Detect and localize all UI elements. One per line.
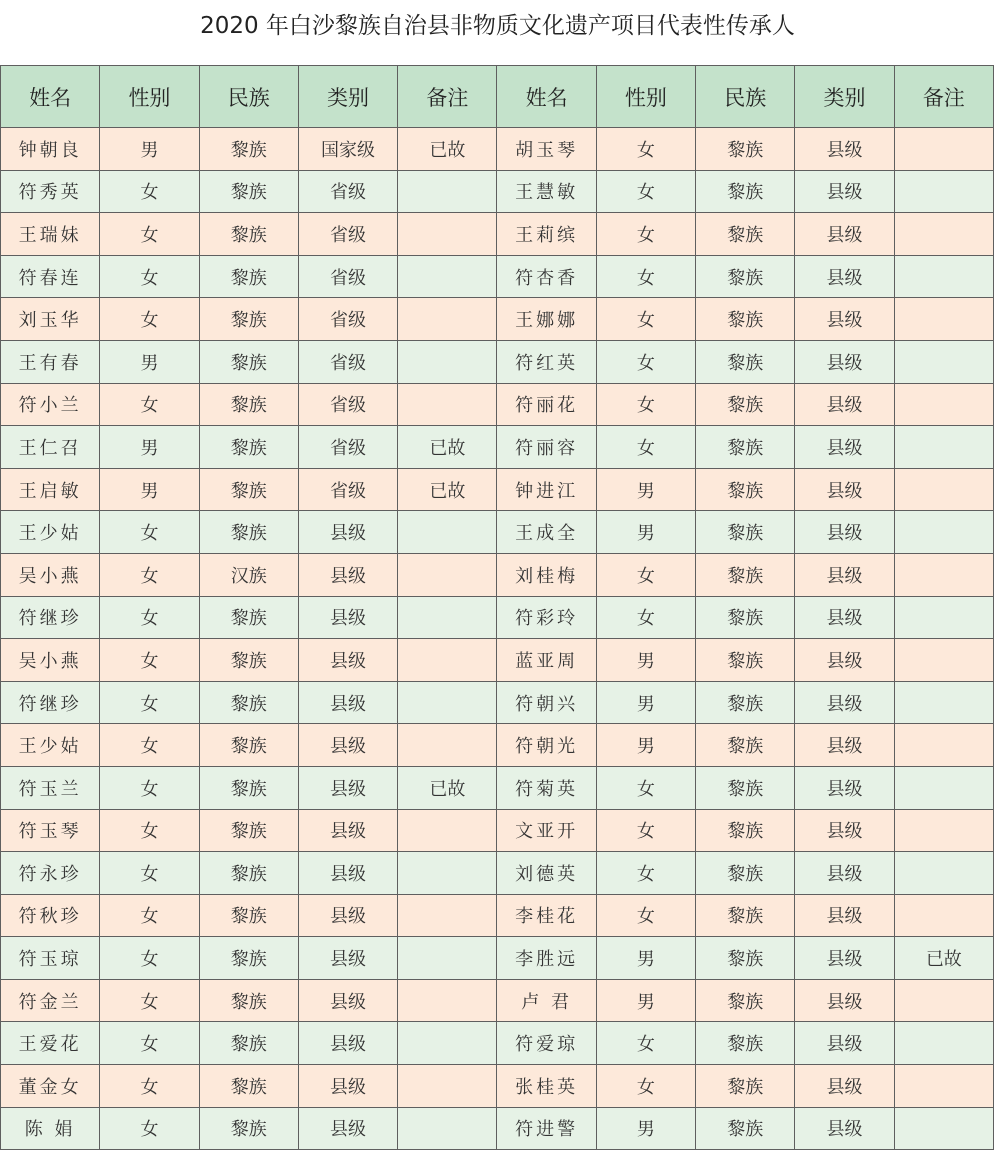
cell-ethnicity-right: 黎族 bbox=[696, 937, 795, 980]
cell-ethnicity-left: 黎族 bbox=[199, 1022, 298, 1065]
inheritors-table bbox=[0, 65, 994, 1150]
cell-note-left bbox=[398, 596, 497, 639]
cell-ethnicity-left: 黎族 bbox=[199, 468, 298, 511]
cell-gender-left: 女 bbox=[100, 298, 199, 341]
cell-gender-right: 女 bbox=[596, 596, 695, 639]
cell-gender-left: 女 bbox=[100, 1065, 199, 1108]
cell-note-right bbox=[894, 128, 993, 171]
table-row bbox=[1, 468, 994, 511]
cell-gender-right: 女 bbox=[596, 298, 695, 341]
cell-ethnicity-right: 黎族 bbox=[696, 213, 795, 256]
cell-level-left: 县级 bbox=[298, 979, 397, 1022]
table-header-row bbox=[1, 66, 994, 128]
cell-ethnicity-left: 黎族 bbox=[199, 894, 298, 937]
cell-level-left: 省级 bbox=[298, 298, 397, 341]
cell-gender-right: 女 bbox=[596, 809, 695, 852]
table-row bbox=[1, 298, 994, 341]
table-row bbox=[1, 511, 994, 554]
cell-level-left: 省级 bbox=[298, 383, 397, 426]
cell-name-right: 李胜远 bbox=[497, 937, 596, 980]
table-row bbox=[1, 1022, 994, 1065]
cell-ethnicity-left: 黎族 bbox=[199, 426, 298, 469]
cell-gender-left: 男 bbox=[100, 340, 199, 383]
cell-level-right: 县级 bbox=[795, 128, 894, 171]
cell-name-right: 钟进江 bbox=[497, 468, 596, 511]
cell-gender-right: 女 bbox=[596, 553, 695, 596]
cell-ethnicity-right: 黎族 bbox=[696, 255, 795, 298]
cell-level-right: 县级 bbox=[795, 894, 894, 937]
cell-name-right: 刘桂梅 bbox=[497, 553, 596, 596]
cell-note-left bbox=[398, 511, 497, 554]
cell-gender-left: 男 bbox=[100, 426, 199, 469]
cell-level-left: 国家级 bbox=[298, 128, 397, 171]
cell-level-left: 县级 bbox=[298, 553, 397, 596]
header-cell-level-right: 类别 bbox=[795, 66, 894, 128]
cell-note-right bbox=[894, 255, 993, 298]
cell-ethnicity-right: 黎族 bbox=[696, 1107, 795, 1150]
cell-name-right: 符朝兴 bbox=[497, 681, 596, 724]
cell-level-right: 县级 bbox=[795, 340, 894, 383]
cell-note-left bbox=[398, 894, 497, 937]
table-row bbox=[1, 426, 994, 469]
cell-name-right: 符彩玲 bbox=[497, 596, 596, 639]
cell-gender-left: 女 bbox=[100, 937, 199, 980]
cell-name-left: 吴小燕 bbox=[1, 553, 100, 596]
cell-name-left: 王爱花 bbox=[1, 1022, 100, 1065]
cell-name-left: 符玉琼 bbox=[1, 937, 100, 980]
cell-level-left: 县级 bbox=[298, 852, 397, 895]
cell-name-right: 王娜娜 bbox=[497, 298, 596, 341]
cell-level-left: 县级 bbox=[298, 724, 397, 767]
cell-ethnicity-right: 黎族 bbox=[696, 894, 795, 937]
cell-note-left bbox=[398, 724, 497, 767]
table-row bbox=[1, 128, 994, 171]
cell-name-right: 刘德英 bbox=[497, 852, 596, 895]
cell-name-right: 张桂英 bbox=[497, 1065, 596, 1108]
cell-name-left: 符继珍 bbox=[1, 596, 100, 639]
cell-name-left: 符玉兰 bbox=[1, 766, 100, 809]
table-row bbox=[1, 809, 994, 852]
cell-level-right: 县级 bbox=[795, 809, 894, 852]
cell-level-left: 县级 bbox=[298, 894, 397, 937]
cell-level-left: 县级 bbox=[298, 511, 397, 554]
table-row bbox=[1, 937, 994, 980]
cell-ethnicity-left: 黎族 bbox=[199, 681, 298, 724]
header-cell-ethnicity-left: 民族 bbox=[199, 66, 298, 128]
header-cell-name-right: 姓名 bbox=[497, 66, 596, 128]
cell-ethnicity-right: 黎族 bbox=[696, 468, 795, 511]
cell-note-right bbox=[894, 383, 993, 426]
cell-ethnicity-left: 黎族 bbox=[199, 255, 298, 298]
cell-ethnicity-right: 黎族 bbox=[696, 426, 795, 469]
cell-level-left: 县级 bbox=[298, 681, 397, 724]
cell-gender-right: 男 bbox=[596, 639, 695, 682]
cell-name-right: 符杏香 bbox=[497, 255, 596, 298]
cell-level-right: 县级 bbox=[795, 553, 894, 596]
cell-name-right: 符红英 bbox=[497, 340, 596, 383]
cell-note-left: 已故 bbox=[398, 468, 497, 511]
cell-gender-right: 男 bbox=[596, 1107, 695, 1150]
cell-gender-right: 女 bbox=[596, 128, 695, 171]
cell-level-left: 县级 bbox=[298, 596, 397, 639]
header-cell-note-right: 备注 bbox=[894, 66, 993, 128]
cell-name-left: 钟朝良 bbox=[1, 128, 100, 171]
cell-name-left: 符春连 bbox=[1, 255, 100, 298]
cell-note-right bbox=[894, 1107, 993, 1150]
cell-level-left: 县级 bbox=[298, 937, 397, 980]
cell-note-right bbox=[894, 852, 993, 895]
cell-name-right: 李桂花 bbox=[497, 894, 596, 937]
cell-note-right bbox=[894, 553, 993, 596]
table-row bbox=[1, 596, 994, 639]
cell-gender-right: 女 bbox=[596, 340, 695, 383]
cell-note-left bbox=[398, 979, 497, 1022]
cell-ethnicity-left: 黎族 bbox=[199, 852, 298, 895]
cell-ethnicity-right: 黎族 bbox=[696, 170, 795, 213]
cell-note-right bbox=[894, 298, 993, 341]
cell-level-left: 县级 bbox=[298, 639, 397, 682]
cell-level-right: 县级 bbox=[795, 1022, 894, 1065]
cell-ethnicity-left: 黎族 bbox=[199, 298, 298, 341]
cell-ethnicity-right: 黎族 bbox=[696, 766, 795, 809]
cell-level-left: 省级 bbox=[298, 468, 397, 511]
cell-note-left bbox=[398, 340, 497, 383]
cell-name-left: 王有春 bbox=[1, 340, 100, 383]
cell-ethnicity-left: 黎族 bbox=[199, 766, 298, 809]
cell-ethnicity-left: 黎族 bbox=[199, 809, 298, 852]
cell-note-right bbox=[894, 724, 993, 767]
cell-level-right: 县级 bbox=[795, 766, 894, 809]
cell-ethnicity-left: 黎族 bbox=[199, 511, 298, 554]
cell-ethnicity-right: 黎族 bbox=[696, 511, 795, 554]
cell-name-right: 符丽容 bbox=[497, 426, 596, 469]
cell-gender-right: 男 bbox=[596, 511, 695, 554]
cell-level-right: 县级 bbox=[795, 596, 894, 639]
cell-level-left: 省级 bbox=[298, 170, 397, 213]
cell-gender-right: 男 bbox=[596, 979, 695, 1022]
cell-name-left: 刘玉华 bbox=[1, 298, 100, 341]
cell-ethnicity-right: 黎族 bbox=[696, 979, 795, 1022]
cell-note-left bbox=[398, 1022, 497, 1065]
cell-gender-right: 女 bbox=[596, 426, 695, 469]
cell-level-left: 省级 bbox=[298, 340, 397, 383]
cell-gender-left: 女 bbox=[100, 170, 199, 213]
cell-ethnicity-right: 黎族 bbox=[696, 639, 795, 682]
cell-gender-left: 女 bbox=[100, 979, 199, 1022]
cell-note-left bbox=[398, 1107, 497, 1150]
cell-gender-left: 女 bbox=[100, 766, 199, 809]
cell-gender-left: 女 bbox=[100, 894, 199, 937]
cell-ethnicity-left: 黎族 bbox=[199, 596, 298, 639]
cell-ethnicity-left: 黎族 bbox=[199, 1107, 298, 1150]
cell-ethnicity-right: 黎族 bbox=[696, 340, 795, 383]
cell-note-left bbox=[398, 383, 497, 426]
cell-ethnicity-left: 黎族 bbox=[199, 340, 298, 383]
table-row bbox=[1, 852, 994, 895]
cell-name-left: 吴小燕 bbox=[1, 639, 100, 682]
table-row bbox=[1, 170, 994, 213]
cell-gender-right: 女 bbox=[596, 383, 695, 426]
cell-gender-left: 女 bbox=[100, 724, 199, 767]
cell-note-left bbox=[398, 553, 497, 596]
cell-ethnicity-right: 黎族 bbox=[696, 852, 795, 895]
cell-gender-right: 女 bbox=[596, 1065, 695, 1108]
cell-ethnicity-left: 黎族 bbox=[199, 213, 298, 256]
header-cell-ethnicity-right: 民族 bbox=[696, 66, 795, 128]
cell-ethnicity-right: 黎族 bbox=[696, 596, 795, 639]
table-body bbox=[1, 128, 994, 1150]
cell-name-left: 符永珍 bbox=[1, 852, 100, 895]
cell-ethnicity-right: 黎族 bbox=[696, 298, 795, 341]
header-cell-gender-right: 性别 bbox=[596, 66, 695, 128]
cell-gender-left: 女 bbox=[100, 681, 199, 724]
cell-name-left: 符秋珍 bbox=[1, 894, 100, 937]
cell-name-right: 胡玉琴 bbox=[497, 128, 596, 171]
cell-level-left: 县级 bbox=[298, 766, 397, 809]
cell-level-left: 县级 bbox=[298, 1107, 397, 1150]
cell-ethnicity-right: 黎族 bbox=[696, 809, 795, 852]
cell-name-right: 王慧敏 bbox=[497, 170, 596, 213]
cell-name-left: 董金女 bbox=[1, 1065, 100, 1108]
table-row bbox=[1, 383, 994, 426]
cell-ethnicity-right: 黎族 bbox=[696, 681, 795, 724]
cell-name-right: 卢 君 bbox=[497, 979, 596, 1022]
cell-note-left bbox=[398, 852, 497, 895]
cell-gender-right: 女 bbox=[596, 170, 695, 213]
cell-level-left: 省级 bbox=[298, 255, 397, 298]
table-row bbox=[1, 639, 994, 682]
cell-name-right: 符爱琼 bbox=[497, 1022, 596, 1065]
cell-level-left: 县级 bbox=[298, 1065, 397, 1108]
header-cell-gender-left: 性别 bbox=[100, 66, 199, 128]
cell-note-left bbox=[398, 255, 497, 298]
cell-gender-right: 男 bbox=[596, 681, 695, 724]
cell-level-right: 县级 bbox=[795, 255, 894, 298]
cell-note-left bbox=[398, 170, 497, 213]
cell-name-left: 王少姑 bbox=[1, 511, 100, 554]
cell-name-left: 陈 娟 bbox=[1, 1107, 100, 1150]
cell-ethnicity-left: 黎族 bbox=[199, 1065, 298, 1108]
cell-name-right: 王成全 bbox=[497, 511, 596, 554]
cell-gender-right: 男 bbox=[596, 724, 695, 767]
cell-ethnicity-left: 黎族 bbox=[199, 383, 298, 426]
cell-note-left bbox=[398, 809, 497, 852]
cell-level-right: 县级 bbox=[795, 426, 894, 469]
cell-name-right: 蓝亚周 bbox=[497, 639, 596, 682]
cell-level-right: 县级 bbox=[795, 170, 894, 213]
cell-name-right: 符丽花 bbox=[497, 383, 596, 426]
table-row bbox=[1, 553, 994, 596]
cell-gender-right: 女 bbox=[596, 894, 695, 937]
cell-name-left: 王仁召 bbox=[1, 426, 100, 469]
header-cell-note-left: 备注 bbox=[398, 66, 497, 128]
cell-note-left bbox=[398, 639, 497, 682]
cell-gender-right: 女 bbox=[596, 852, 695, 895]
cell-level-right: 县级 bbox=[795, 511, 894, 554]
cell-gender-right: 女 bbox=[596, 213, 695, 256]
cell-note-right bbox=[894, 894, 993, 937]
table-row bbox=[1, 766, 994, 809]
cell-note-right bbox=[894, 596, 993, 639]
cell-gender-right: 女 bbox=[596, 1022, 695, 1065]
cell-note-right bbox=[894, 809, 993, 852]
cell-note-right bbox=[894, 426, 993, 469]
cell-ethnicity-left: 黎族 bbox=[199, 937, 298, 980]
cell-name-left: 王少姑 bbox=[1, 724, 100, 767]
cell-gender-left: 女 bbox=[100, 553, 199, 596]
cell-name-right: 文亚开 bbox=[497, 809, 596, 852]
cell-note-left: 已故 bbox=[398, 766, 497, 809]
cell-gender-left: 女 bbox=[100, 383, 199, 426]
cell-note-left bbox=[398, 681, 497, 724]
cell-note-left bbox=[398, 213, 497, 256]
cell-ethnicity-right: 黎族 bbox=[696, 128, 795, 171]
cell-level-right: 县级 bbox=[795, 468, 894, 511]
cell-name-left: 王瑞妹 bbox=[1, 213, 100, 256]
header-cell-level-left: 类别 bbox=[298, 66, 397, 128]
header-cell-name-left: 姓名 bbox=[1, 66, 100, 128]
cell-note-right: 已故 bbox=[894, 937, 993, 980]
cell-note-left: 已故 bbox=[398, 426, 497, 469]
cell-note-right bbox=[894, 468, 993, 511]
cell-level-right: 县级 bbox=[795, 724, 894, 767]
table-row bbox=[1, 979, 994, 1022]
cell-ethnicity-right: 黎族 bbox=[696, 1022, 795, 1065]
cell-ethnicity-left: 汉族 bbox=[199, 553, 298, 596]
cell-level-left: 省级 bbox=[298, 426, 397, 469]
table-row bbox=[1, 255, 994, 298]
cell-note-right bbox=[894, 170, 993, 213]
cell-level-right: 县级 bbox=[795, 1065, 894, 1108]
cell-gender-left: 男 bbox=[100, 128, 199, 171]
cell-gender-right: 男 bbox=[596, 937, 695, 980]
cell-note-left bbox=[398, 937, 497, 980]
cell-ethnicity-left: 黎族 bbox=[199, 170, 298, 213]
cell-ethnicity-right: 黎族 bbox=[696, 1065, 795, 1108]
cell-gender-left: 女 bbox=[100, 639, 199, 682]
cell-note-right bbox=[894, 639, 993, 682]
cell-level-right: 县级 bbox=[795, 213, 894, 256]
cell-ethnicity-left: 黎族 bbox=[199, 128, 298, 171]
cell-note-right bbox=[894, 1022, 993, 1065]
table-container bbox=[0, 65, 995, 1150]
cell-gender-left: 女 bbox=[100, 1107, 199, 1150]
cell-level-right: 县级 bbox=[795, 937, 894, 980]
cell-level-right: 县级 bbox=[795, 383, 894, 426]
cell-gender-left: 女 bbox=[100, 809, 199, 852]
table-row bbox=[1, 213, 994, 256]
cell-note-right bbox=[894, 340, 993, 383]
cell-gender-left: 女 bbox=[100, 852, 199, 895]
table-row bbox=[1, 681, 994, 724]
cell-note-right bbox=[894, 979, 993, 1022]
cell-name-left: 符小兰 bbox=[1, 383, 100, 426]
cell-ethnicity-right: 黎族 bbox=[696, 383, 795, 426]
cell-level-right: 县级 bbox=[795, 298, 894, 341]
cell-level-right: 县级 bbox=[795, 639, 894, 682]
cell-note-left bbox=[398, 298, 497, 341]
cell-gender-left: 女 bbox=[100, 1022, 199, 1065]
cell-level-right: 县级 bbox=[795, 979, 894, 1022]
cell-name-right: 符朝光 bbox=[497, 724, 596, 767]
cell-gender-left: 女 bbox=[100, 596, 199, 639]
cell-gender-right: 男 bbox=[596, 468, 695, 511]
cell-note-right bbox=[894, 681, 993, 724]
cell-gender-left: 女 bbox=[100, 255, 199, 298]
cell-gender-right: 女 bbox=[596, 766, 695, 809]
cell-ethnicity-left: 黎族 bbox=[199, 979, 298, 1022]
table-row bbox=[1, 724, 994, 767]
cell-level-right: 县级 bbox=[795, 681, 894, 724]
cell-level-left: 省级 bbox=[298, 213, 397, 256]
cell-note-right bbox=[894, 213, 993, 256]
cell-note-right bbox=[894, 766, 993, 809]
cell-level-left: 县级 bbox=[298, 1022, 397, 1065]
cell-note-left bbox=[398, 1065, 497, 1108]
cell-level-right: 县级 bbox=[795, 852, 894, 895]
cell-ethnicity-left: 黎族 bbox=[199, 639, 298, 682]
cell-gender-left: 女 bbox=[100, 511, 199, 554]
cell-ethnicity-right: 黎族 bbox=[696, 553, 795, 596]
cell-name-right: 符进警 bbox=[497, 1107, 596, 1150]
cell-note-left: 已故 bbox=[398, 128, 497, 171]
cell-gender-left: 男 bbox=[100, 468, 199, 511]
table-row bbox=[1, 1107, 994, 1150]
table-row bbox=[1, 340, 994, 383]
cell-name-left: 王启敏 bbox=[1, 468, 100, 511]
page-title: 2020 年白沙黎族自治县非物质文化遗产项目代表性传承人 bbox=[200, 13, 795, 39]
cell-name-right: 王莉缤 bbox=[497, 213, 596, 256]
cell-name-right: 符菊英 bbox=[497, 766, 596, 809]
cell-note-right bbox=[894, 1065, 993, 1108]
cell-name-left: 符继珍 bbox=[1, 681, 100, 724]
cell-level-right: 县级 bbox=[795, 1107, 894, 1150]
cell-name-left: 符秀英 bbox=[1, 170, 100, 213]
cell-name-left: 符玉琴 bbox=[1, 809, 100, 852]
cell-name-left: 符金兰 bbox=[1, 979, 100, 1022]
cell-ethnicity-right: 黎族 bbox=[696, 724, 795, 767]
table-row bbox=[1, 1065, 994, 1108]
cell-gender-left: 女 bbox=[100, 213, 199, 256]
cell-level-left: 县级 bbox=[298, 809, 397, 852]
cell-gender-right: 女 bbox=[596, 255, 695, 298]
cell-ethnicity-left: 黎族 bbox=[199, 724, 298, 767]
cell-note-right bbox=[894, 511, 993, 554]
table-row bbox=[1, 894, 994, 937]
